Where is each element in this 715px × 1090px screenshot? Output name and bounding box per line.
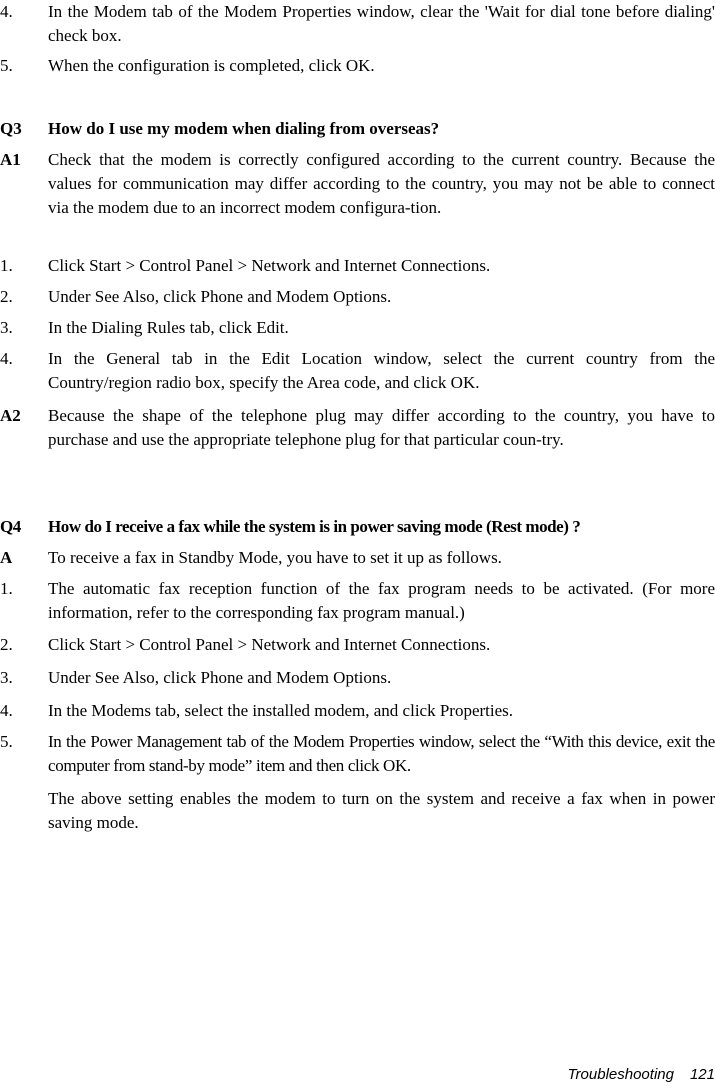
note-text: The above setting enables the modem to turn on the system and receive a fax when in power saving mode. xyxy=(48,789,715,832)
step-text: In the Dialing Rules tab, click Edit. xyxy=(48,318,289,337)
step-text: Under See Also, click Phone and Modem Options. xyxy=(48,287,392,306)
step-number: 3. xyxy=(0,668,13,687)
step-number: 3. xyxy=(0,318,13,337)
question-text: How do I receive a fax while the system is in power saving mode (Rest mode) ? xyxy=(48,517,581,536)
page-number: 121 xyxy=(689,1066,715,1083)
step-number: 5. xyxy=(0,732,13,751)
step-text: Click Start > Control Panel > Network and Internet Connections. xyxy=(48,256,491,275)
step-number: 4. xyxy=(0,349,13,368)
question-label: Q3 xyxy=(0,119,22,138)
answer-text: Check that the modem is correctly configured according to the current country. Because the values for communication may differ according to the country, you may not be able to connect via the modem due to an incorrect modem configura-tion. xyxy=(48,150,715,217)
step-number: 1. xyxy=(0,256,13,275)
step-text: In the Power Management tab of the Modem Properties window, select the “With this device, exit the computer from stand-by mode” item and then click OK. xyxy=(48,732,715,775)
question-label: Q4 xyxy=(0,517,21,536)
step-text: Click Start > Control Panel > Network and Internet Connections. xyxy=(48,635,491,654)
step-number: 4. xyxy=(0,2,13,21)
answer-text: To receive a fax in Standby Mode, you have to set it up as follows. xyxy=(48,548,502,567)
step-number: 4. xyxy=(0,701,13,720)
step-text: In the Modem tab of the Modem Properties window, clear the 'Wait for dial tone before dialing' check box. xyxy=(48,2,715,45)
answer-label: A1 xyxy=(0,150,21,169)
step-text: When the configuration is completed, click OK. xyxy=(48,56,375,75)
answer-text: Because the shape of the telephone plug may differ according to the country, you have to purchase and use the appropriate telephone plug for that particular coun-try. xyxy=(48,406,715,449)
step-number: 5. xyxy=(0,56,13,75)
step-number: 1. xyxy=(0,579,13,598)
answer-label: A xyxy=(0,548,13,567)
step-text: In the Modems tab, select the installed modem, and click Properties. xyxy=(48,701,514,720)
step-number: 2. xyxy=(0,635,13,654)
question-text: How do I use my modem when dialing from overseas? xyxy=(48,119,440,138)
step-text: In the General tab in the Edit Location window, select the current country from the Country/region radio box, specify the Area code, and click OK. xyxy=(48,349,715,392)
step-number: 2. xyxy=(0,287,13,306)
answer-label: A2 xyxy=(0,406,21,425)
step-text: The automatic fax reception function of the fax program needs to be activated. (For more information, refer to the corresponding fax program manual.) xyxy=(48,579,715,622)
step-text: Under See Also, click Phone and Modem Options. xyxy=(48,668,392,687)
footer-section-title: Troubleshooting xyxy=(567,1066,674,1083)
page-footer xyxy=(568,1065,715,1085)
